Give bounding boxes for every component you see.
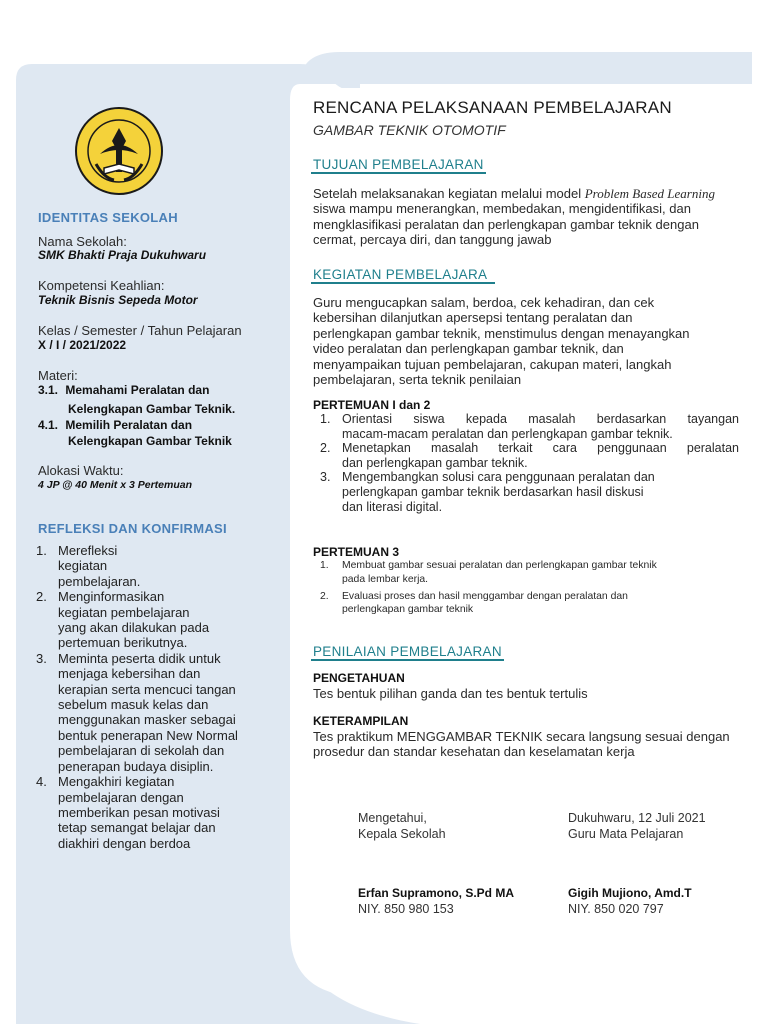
materi-item <box>38 383 209 397</box>
para-line: cermat, percaya diri, dan tanggung jawab <box>313 232 552 248</box>
item-line: pembelajaran. <box>58 573 141 589</box>
item-number: 1. <box>320 560 329 571</box>
item-line: pertemuan berikutnya. <box>58 635 188 651</box>
pertemuan-3-heading: PERTEMUAN 3 <box>313 545 400 559</box>
para-line: menyampaikan tujuan pembelajaran, cakupan materi, langkah <box>313 356 672 372</box>
list-item <box>36 589 278 651</box>
list-item <box>36 774 278 851</box>
kelas-value: X / I / 2021/2022 <box>38 338 127 352</box>
item-line: Membuat gambar sesuai peralatan dan perlengkapan gambar teknik <box>342 560 657 571</box>
list-item <box>320 559 742 587</box>
signature-left <box>358 810 446 842</box>
pertemuan-3-list <box>320 559 742 617</box>
item-number: 3. <box>36 650 47 666</box>
principal-name: Erfan Supramono, S.Pd MA <box>358 886 515 900</box>
item-number: 2. <box>320 441 331 456</box>
page-title: RENCANA PELAKSANAAN PEMBELAJARAN <box>313 98 672 117</box>
list-item <box>36 543 278 589</box>
item-line: menjaga kebersihan dan <box>58 666 201 682</box>
signature-left-name-block <box>358 886 514 917</box>
para-line: mengklasifikasi peralatan dan perlengkapan gambar teknik dengan <box>313 216 699 232</box>
item-line: Orientasi siswa kepada masalah berdasarkan tayangan <box>342 412 739 426</box>
line-text: Setelah melaksanakan kegiatan melalui model <box>313 186 585 201</box>
materi-num: 3.1. <box>38 383 59 397</box>
para-line: kebersihan dilanjutkan apersepsi tentang peralatan dan <box>313 310 633 326</box>
item-line: Menginformasikan <box>58 589 165 605</box>
item-line: macam-macam peralatan dan perlengkapan gambar teknik. <box>342 426 673 441</box>
tujuan-paragraph <box>313 186 743 248</box>
pertemuan-12-heading: PERTEMUAN I dan 2 <box>313 398 431 412</box>
item-number: 4. <box>36 774 47 790</box>
keterampilan-heading: KETERAMPILAN <box>313 714 409 728</box>
item-line: Merefleksi <box>58 543 118 558</box>
sign-line: Kepala Sekolah <box>358 827 446 841</box>
para-line: Guru mengucapkan salam, berdoa, cek kehadiran, dan cek <box>313 295 655 310</box>
item-line: memberikan pesan motivasi <box>58 804 220 820</box>
item-line: penerapan budaya disiplin. <box>58 758 214 774</box>
pengetahuan-text: Tes bentuk pilihan ganda dan tes bentuk tertulis <box>313 686 588 701</box>
school-logo <box>74 106 164 196</box>
item-line: pembelajaran dengan <box>58 789 184 805</box>
item-line: kegiatan <box>58 558 108 574</box>
top-band <box>300 52 752 84</box>
materi-label: Materi: <box>38 368 78 383</box>
refleksi-list <box>36 543 278 851</box>
item-line: menggunakan masker sebagai <box>58 712 236 728</box>
item-number: 2. <box>36 589 47 605</box>
item-line: Menetapkan masalah terkait cara penggunaan peralatan <box>342 441 739 456</box>
item-line: kerapian serta mencuci tangan <box>58 681 236 697</box>
sign-line: Dukuhwaru, 12 Juli 2021 <box>568 811 706 825</box>
para-line: prosedur dan standar kesehatan dan keselamatan kerja <box>313 744 635 760</box>
para-line: pembelajaran, serta teknik penilaian <box>313 372 522 388</box>
item-line: pada lembar kerja. <box>342 573 429 585</box>
item-number: 1. <box>36 543 47 558</box>
alokasi-label: Alokasi Waktu: <box>38 463 124 478</box>
pertemuan-12-list <box>320 412 739 514</box>
identitas-heading: IDENTITAS SEKOLAH <box>38 210 178 225</box>
pengetahuan-heading: PENGETAHUAN <box>313 671 405 685</box>
para-line <box>313 186 743 201</box>
item-line: Mengakhiri kegiatan <box>58 774 175 790</box>
item-line: bentuk penerapan New Normal <box>58 727 238 743</box>
item-number: 3. <box>320 470 331 485</box>
item-line: Evaluasi proses dan hasil menggambar dengan peralatan dan <box>342 590 628 602</box>
materi-line: Kelengkapan Gambar Teknik <box>68 434 232 448</box>
kegiatan-heading: KEGIATAN PEMBELAJARA <box>311 267 495 284</box>
signature-right-name-block <box>568 886 692 917</box>
list-item <box>320 412 739 441</box>
list-item <box>320 470 739 514</box>
materi-line: Memahami Peralatan dan <box>65 383 210 397</box>
item-line: kegiatan pembelajaran <box>58 604 190 620</box>
item-line: yang akan dilakukan pada <box>58 620 210 636</box>
para-line: video peralatan dan perlengkapan gambar teknik, dan <box>313 341 624 357</box>
list-item <box>320 441 739 470</box>
keterampilan-text <box>313 729 753 760</box>
kompetensi-label: Kompetensi Keahlian: <box>38 278 165 293</box>
refleksi-heading: REFLEKSI DAN KONFIRMASI <box>38 521 227 536</box>
item-line: perlengkapan gambar teknik berdasarkan hasil diskusi <box>342 484 644 499</box>
item-number: 2. <box>320 590 329 602</box>
sign-line: Mengetahui, <box>358 811 427 825</box>
list-item <box>320 590 742 618</box>
teacher-name: Gigih Mujiono, Amd.T <box>568 886 692 900</box>
para-line: siswa mampu menerangkan, membedakan, mengidentifikasi, dan <box>313 201 691 217</box>
sign-line: Guru Mata Pelajaran <box>568 827 684 841</box>
materi-num: 4.1. <box>38 418 59 432</box>
penilaian-heading: PENILAIAN PEMBELAJARAN <box>313 644 502 659</box>
materi-item <box>38 418 192 432</box>
page-subtitle: GAMBAR TEKNIK OTOMOTIF <box>313 122 506 138</box>
item-number: 1. <box>320 412 331 426</box>
para-line: perlengkapan gambar teknik, menstimulus dengan menayangkan <box>313 325 690 341</box>
teacher-niy: NIY. 850 020 797 <box>568 902 664 916</box>
item-line: dan perlengkapan gambar teknik. <box>342 455 528 470</box>
materi-line: Memilih Peralatan dan <box>65 418 193 432</box>
item-line: diakhiri dengan berdoa <box>58 835 191 851</box>
principal-niy: NIY. 850 980 153 <box>358 902 454 916</box>
line-emphasis: Problem Based Learning <box>584 186 715 201</box>
item-line: perlengkapan gambar teknik <box>342 604 474 616</box>
kelas-label: Kelas / Semester / Tahun Pelajaran <box>38 323 242 338</box>
tujuan-heading: TUJUAN PEMBELAJARAN <box>313 157 484 172</box>
list-item <box>36 650 278 774</box>
para-line: Tes praktikum MENGGAMBAR TEKNIK secara langsung sesuai dengan <box>313 729 730 744</box>
kompetensi-value: Teknik Bisnis Sepeda Motor <box>38 293 198 307</box>
signature-right <box>568 810 706 842</box>
kegiatan-paragraph <box>313 295 743 387</box>
nama-sekolah-label: Nama Sekolah: <box>38 234 127 249</box>
materi-line: Kelengkapan Gambar Teknik. <box>68 402 236 416</box>
item-line: Mengembangkan solusi cara penggunaan peralatan dan <box>342 470 655 485</box>
item-line: dan literasi digital. <box>342 499 443 514</box>
nama-sekolah-value: SMK Bhakti Praja Dukuhwaru <box>38 248 207 262</box>
alokasi-value: 4 JP @ 40 Menit x 3 Pertemuan <box>38 479 192 491</box>
item-line: Meminta peserta didik untuk <box>58 650 221 666</box>
item-line: sebelum masuk kelas dan <box>58 697 209 713</box>
item-line: tetap semangat belajar dan <box>58 820 216 836</box>
item-line: pembelajaran di sekolah dan <box>58 743 225 759</box>
